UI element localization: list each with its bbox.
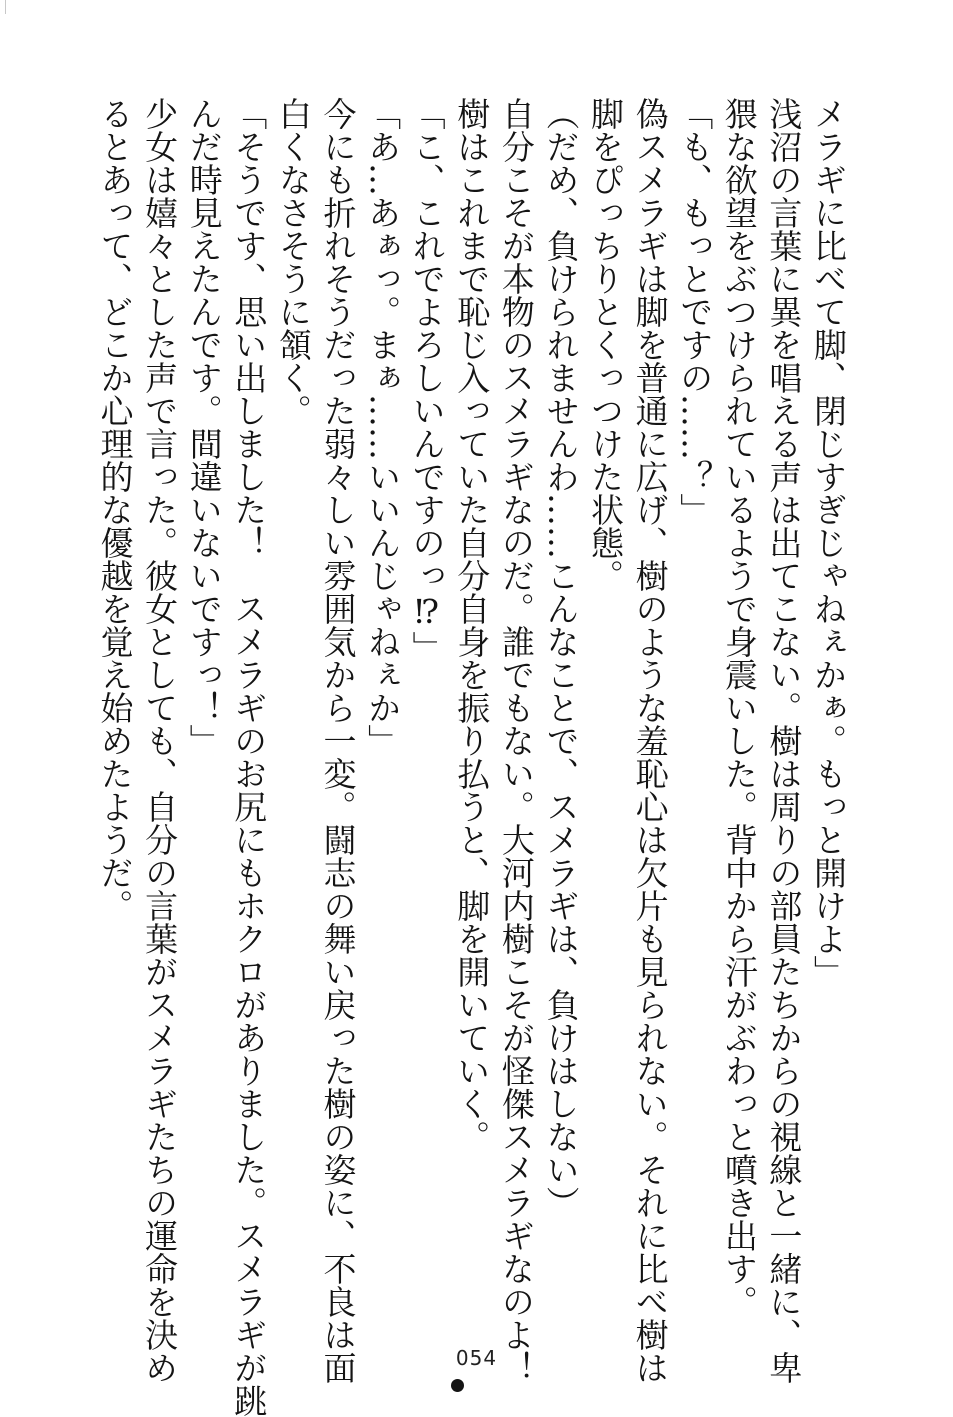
crop-mark bbox=[5, 0, 6, 14]
text-line: 樹はこれまで恥じ入っていた自分自身を振り払うと、脚を開いていく。 bbox=[452, 97, 492, 1153]
text-line: 偽スメラギは脚を普通に広げ、樹のような羞恥心は欠片も見られない。それに比べ樹は bbox=[630, 97, 670, 1384]
text-line: 猥な欲望をぶつけられているようで身震いした。背中から汗がぶわっと噴き出す。 bbox=[719, 97, 759, 1318]
text-line: 「こ、これでよろしいんですのっ⁉」 bbox=[407, 97, 447, 664]
text-line: メラギに比べて脚、閉じすぎじゃねぇかぁ。もっと開けよ」 bbox=[809, 97, 848, 988]
text-line: んだ時見えたんです。間違いないですっ！」 bbox=[184, 97, 224, 757]
text-line: 今にも折れそうだった弱々しい雰囲気から一変。闘志の舞い戻った樹の姿に、不良は面 bbox=[318, 97, 358, 1384]
text-line: 「も、もっとですの……？」 bbox=[675, 97, 715, 526]
text-line: （だめ、負けられませんわ……こんなことで、スメラギは、負けはしない） bbox=[541, 97, 581, 1219]
page-number: 054 bbox=[455, 1346, 498, 1370]
text-line: 脚をぴっちりとくっつけた状態。 bbox=[586, 97, 626, 592]
text-line: 「そうです、思い出しました！ スメラギのお尻にもホクロがありました。スメラギが跳 bbox=[229, 97, 269, 1417]
text-line: 白くなさそうに頷く。 bbox=[273, 97, 313, 427]
text-line: るとあって、どこか心理的な優越を覚え始めたようだ。 bbox=[95, 97, 135, 922]
text-line: 「あ…あぁっ。まぁ……いいんじゃねぇか」 bbox=[363, 97, 403, 757]
text-line: 浅沼の言葉に異を唱える声は出てこない。樹は周りの部員たちからの視線と一緒に、卑 bbox=[764, 97, 804, 1384]
page-marker-dot bbox=[451, 1379, 464, 1392]
text-line: 自分こそが本物のスメラギなのだ。誰でもない。大河内樹こそが怪傑スメラギなのよ！ bbox=[496, 97, 536, 1384]
text-line: 少女は嬉々とした声で言った。彼女としても、自分の言葉がスメラギたちの運命を決め bbox=[140, 97, 180, 1384]
